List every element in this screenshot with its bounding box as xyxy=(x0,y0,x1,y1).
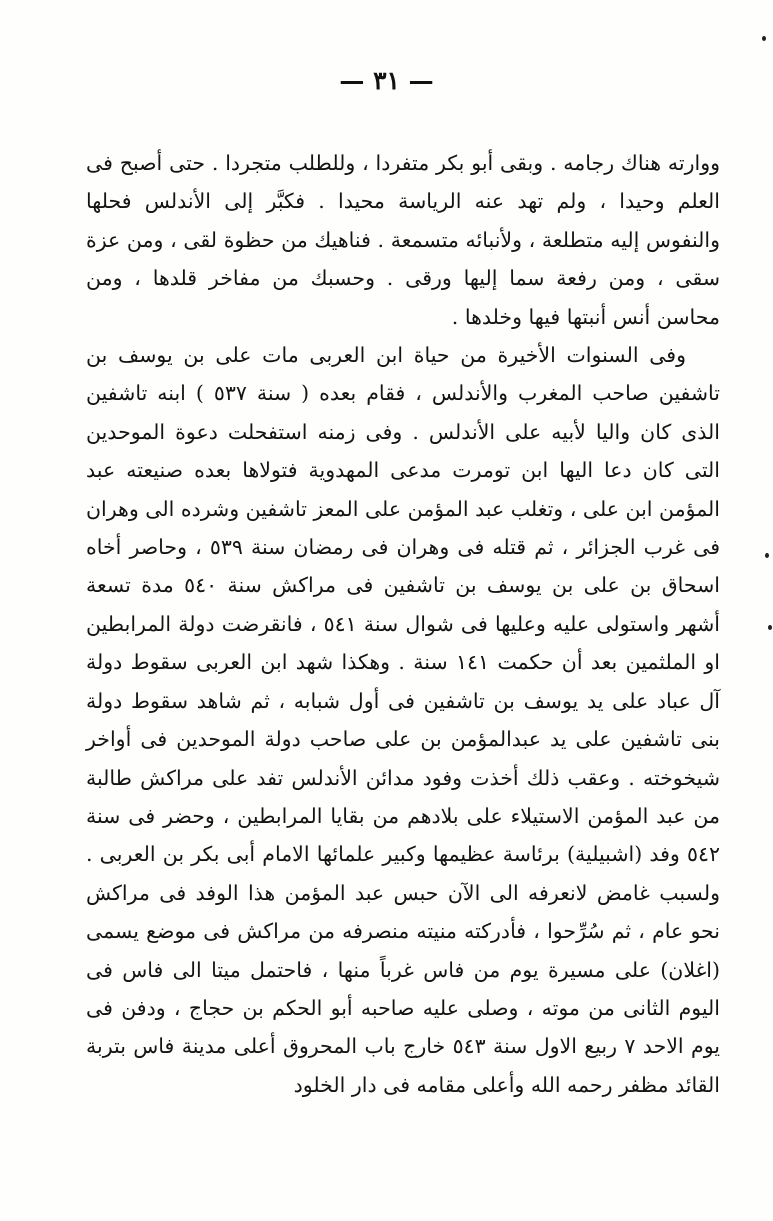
body-text xyxy=(86,144,720,1104)
margin-speck-lower xyxy=(768,625,772,630)
margin-speck-middle xyxy=(765,553,769,558)
paragraph-2: وفى السنوات الأخيرة من حياة ابن العربى مات على بن يوسف بن تاشفين صاحب المغرب والأندلس ، فقام بعده ( سنة ٥٣٧ ) ابنه تاشفين الذى كان واليا لأبيه على الأندلس . وفى زمنه استفحلت دعوة الموحدين التى كان دعا اليها ابن تومرت مدعى المهدوية فتولاها بعده صنيعته عبد المؤمن ابن على ، وتغلب عبد المؤمن على المعز تاشفين وشرده الى وهران فى غرب الجزائر ، ثم قتله فى وهران فى رمضان سنة ٥٣٩ ، وحاصر أخاه اسحاق بن على بن يوسف بن تاشفين فى مراكش سنة ٥٤٠ مدة تسعة أشهر واستولى عليه وعليها فى شوال سنة ٥٤١ ، فانقرضت دولة المرابطين او الملثمين بعد أن حكمت ١٤١ سنة . وهكذا شهد ابن العربى سقوط دولة آل عباد على يد يوسف بن تاشفين فى أول شبابه ، ثم شاهد سقوط دولة بنى تاشفين على يد عبدالمؤمن بن على صاحب دولة الموحدين فى أواخر شيخوخته . وعقب ذلك أخذت وفود مدائن الأندلس تفد على مراكش طالبة من عبد المؤمن الاستيلاء على بلادهم من بقايا المرابطين ، وحضر فى سنة ٥٤٢ وفد (اشبيلية) برئاسة عظيمها وكبير علمائها الامام أبى بكر بن العربى . ولسبب غامض لانعرفه الى الآن حبس عبد المؤمن هذا الوفد فى مراكش نحو عام ، ثم سُرِّحوا ، فأدركته منيته منصرفه من مراكش فى موضع يسمى (اغلان) على مسيرة يوم من فاس غرباً منها ، فاحتمل ميتا الى فاس فى اليوم الثانى من موته ، وصلى عليه صاحبه أبو الحكم بن حجاج ، ودفن فى يوم الاحد ٧ ربيع الاول سنة ٥٤٣ خارج باب المحروق أعلى مدينة فاس بتربة القائد مظفر رحمه الله وأعلى مقامه فى دار الخلود xyxy=(86,343,721,1097)
paragraph-1: ووارته هناك رجامه . وبقى أبو بكر متفردا ، وللطلب متجردا . حتى أصبح فى العلم وحيدا ، ولم تهد عنه الرياسة محيدا . فكبَّر إلى الأندلس فحلها والنفوس إليه متطلعة ، ولأنبائه متسمعة . فناهيك من حظوة لقى ، ومن عزة سقى ، ومن رفعة سما إليها ورقى . وحسبك من مفاخر قلدها ، ومن محاسن أنس أنبتها فيها وخلدها . xyxy=(86,151,720,329)
margin-speck-top xyxy=(762,36,766,41)
page-number: — ٣١ — xyxy=(339,66,434,95)
